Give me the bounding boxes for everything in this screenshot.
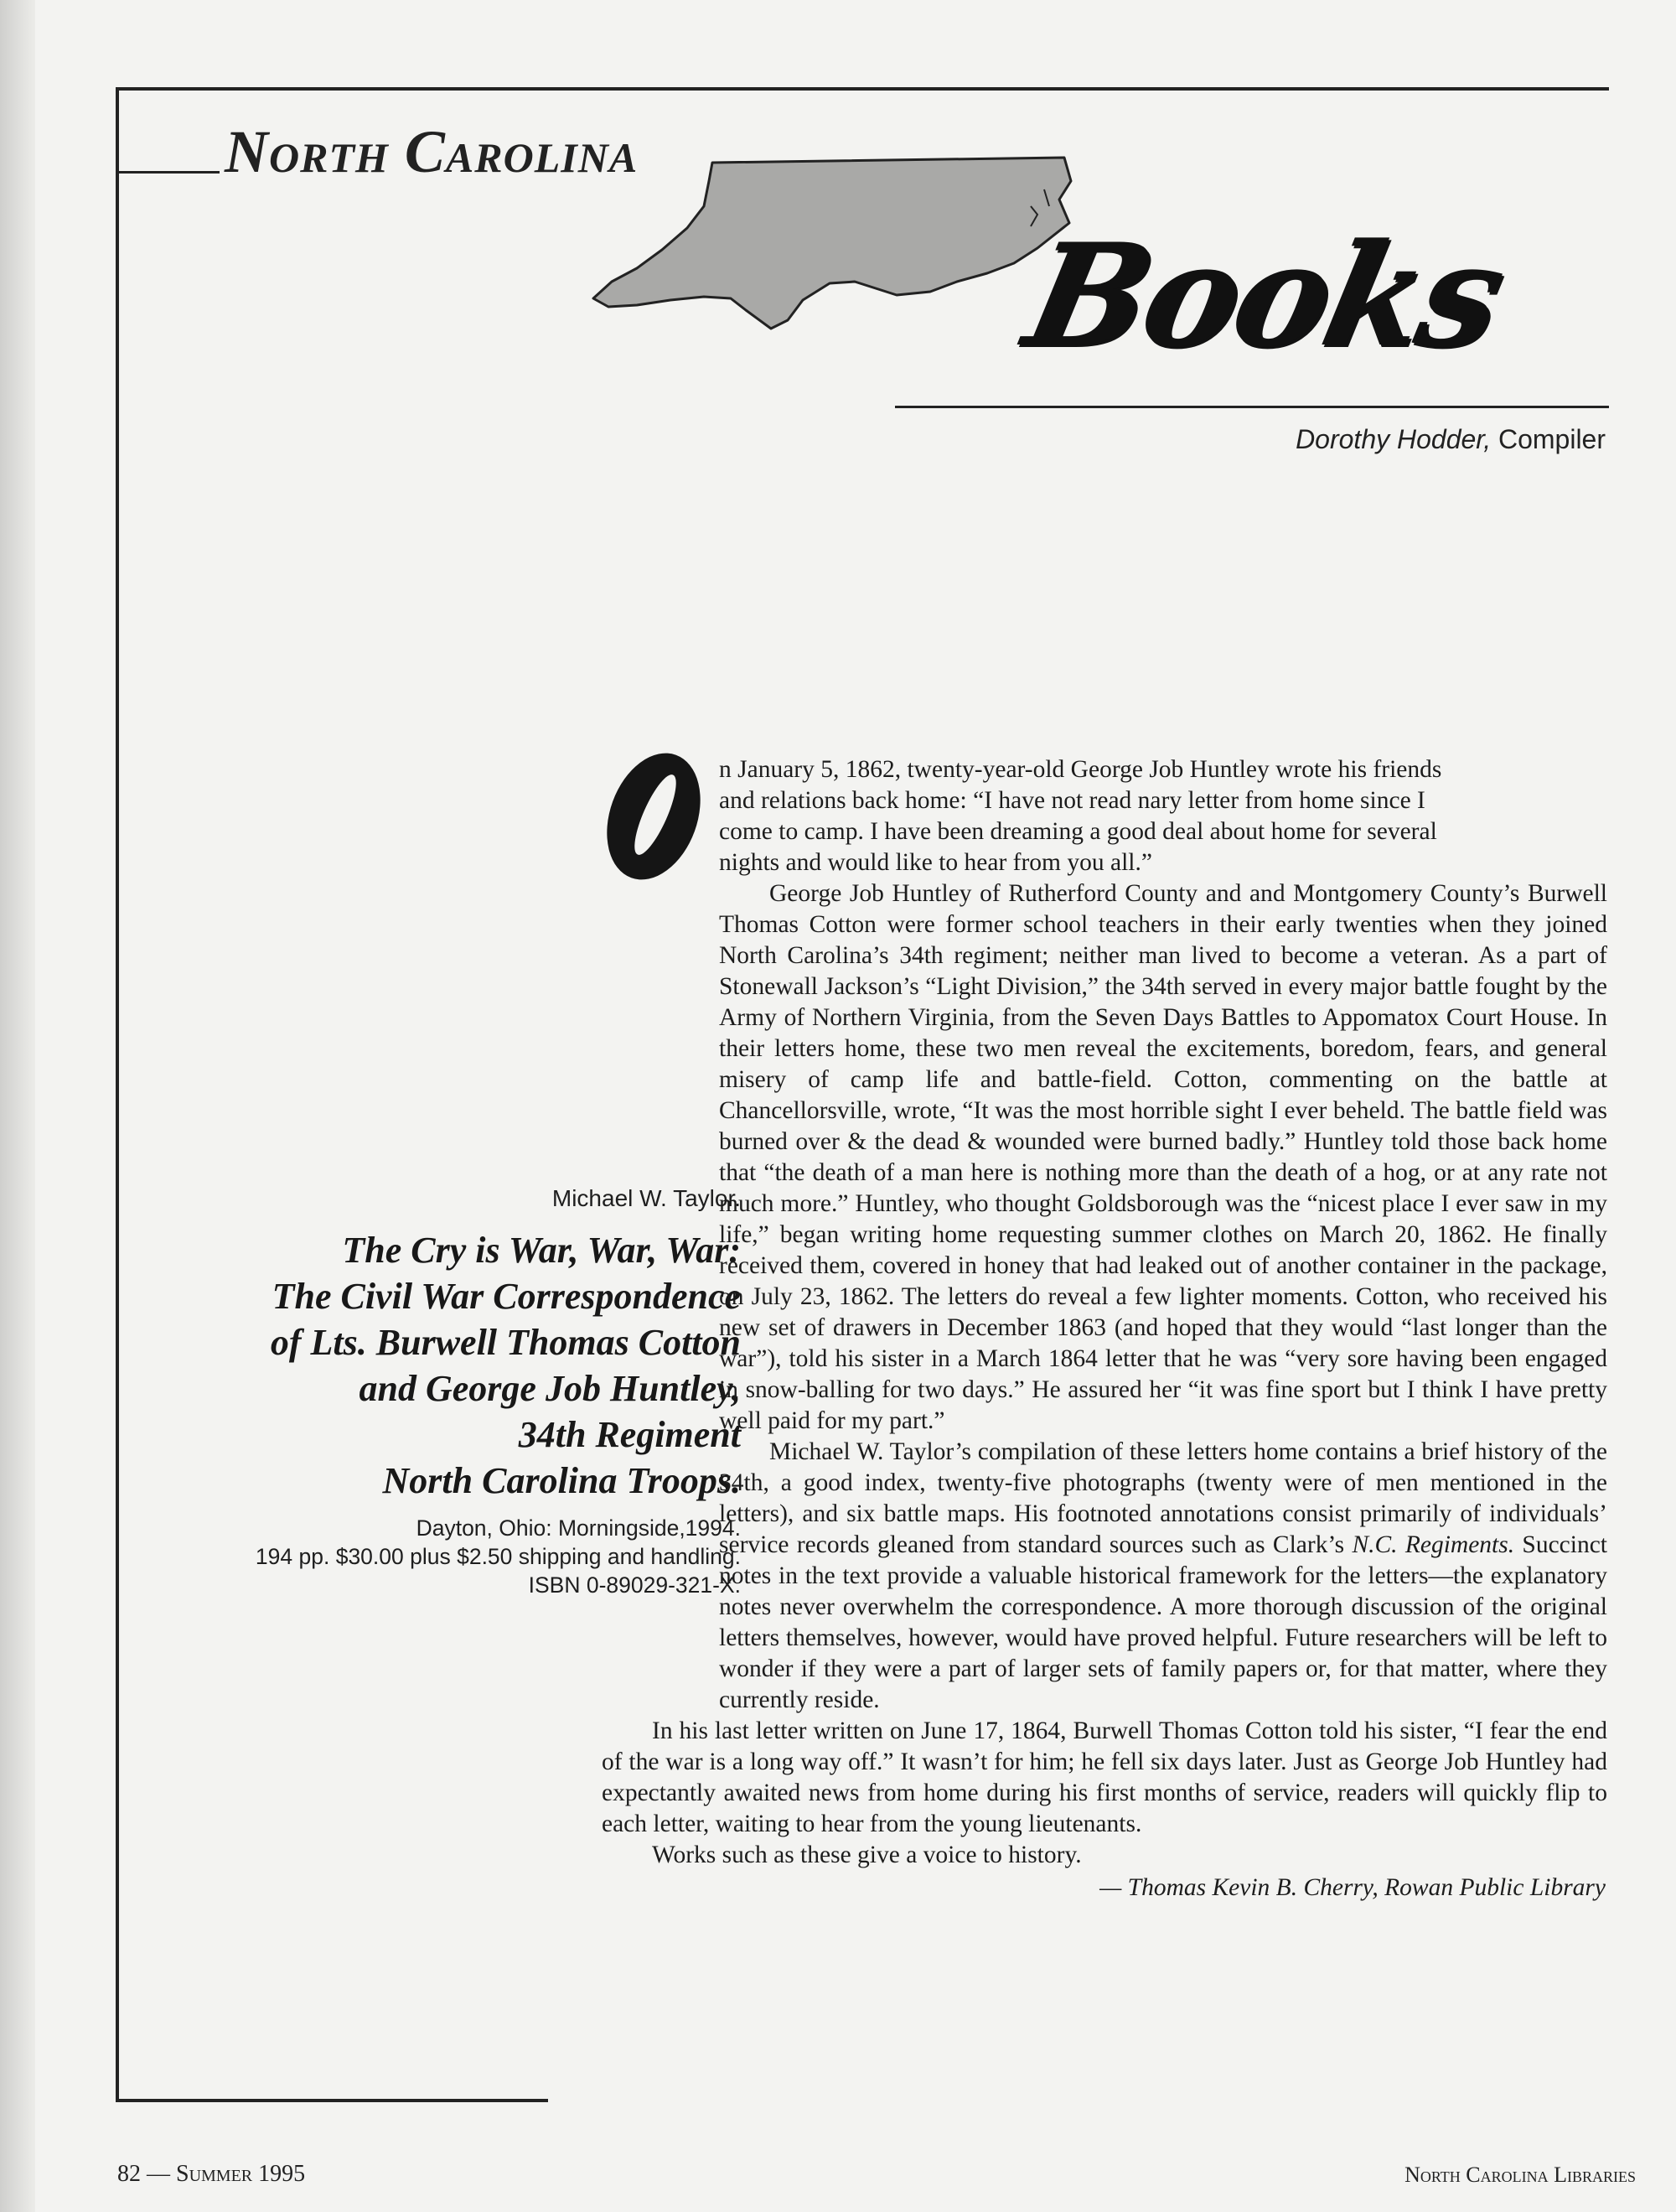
opening-line: and relations back home: “I have not read nary letter from home since I: [719, 787, 1425, 814]
opening-line: come to camp. I have been dreaming a good deal about home for several: [719, 818, 1437, 845]
compiler-credit: [1103, 424, 1606, 455]
section-title: North Carolina: [225, 118, 639, 185]
citation-title-line: North Carolina Troops.: [382, 1460, 741, 1501]
review-paragraph-3: [602, 1437, 1607, 1716]
drop-cap-letter: O: [588, 744, 589, 745]
review-signature: — Thomas Kevin B. Cherry, Rowan Public Library: [1099, 1874, 1606, 1901]
citation-author: Michael W. Taylor.: [551, 1185, 741, 1211]
citation-title-line: The Civil War Correspondence: [272, 1276, 741, 1317]
opening-line: nights and would like to hear from you all.”: [719, 849, 1152, 876]
citation-title-line: of Lts. Burwell Thomas Cotton: [270, 1322, 741, 1363]
review-body: [602, 754, 1607, 1904]
page-number: 82: [117, 2161, 141, 2187]
bottom-border-rule: [116, 2099, 548, 2102]
review-paragraph-3-text-continued: Succinct notes in the text provide a valuable historical framework for the letters—the explanatory notes never overwhelm the correspondence. A more thorough discussion of the original letters themselves, however, would have proved helpful. Future researchers will be left to wonder if they were a part of larger sets of family papers or, for that matter, where they currently reside.: [719, 1531, 1608, 1713]
citation-title-line: The Cry is War, War, War:: [342, 1230, 741, 1271]
review-paragraph-2: George Job Huntley of Rutherford County and and Montgomery County’s Burwell Thomas Cotton were former school teachers in their early twenties when they joined North Carolina’s 34th regiment; neither man lived to become a veteran. As a part of Stonewall Jackson’s “Light Division,” the 34th served in every major battle fought by the Army of Northern Virginia, from the Seven Days Battles to Appomatox Court House. In their letters home, these two men reveal the excitements, boredom, fears, and general misery of camp life and battle-field. Cotton, commenting on the battle at Chancellorsville, wrote, “It was the most horrible sight I ever beheld. The battle field was burned over & the dead & wounded were burned badly.” Huntley told those back home that “the death of a man here is nothing more than the death of a hog, or at any rate not much more.” Huntley, who thought Goldsborough was the “nicest place I ever saw in my life,” began writing home requesting summer clothes on March 20, 1862. He finally received them, covered in honey that had leaked out of another container in the package, on July 23, 1862. The letters do reveal a few lighter moments. Cotton, who received his new set of drawers in December 1863 (and hoped that they would “last longer than the war”), told his sister in a March 1864 letter that he was “very sore having been engaged in snow-balling for two days.” He assured her “it was fine sport but I think I have pretty well paid for my part.”: [719, 880, 1607, 1434]
left-border-rule: [116, 87, 119, 2102]
books-heading: Books: [1012, 212, 1516, 378]
page-gutter-shadow: [0, 0, 35, 2212]
journal-name: North Carolina Libraries: [1404, 2163, 1636, 2187]
citation-publisher: Dayton, Ohio: Morningside,1994.: [416, 1515, 741, 1541]
title-lead-rule: [119, 171, 220, 174]
review-paragraph-4: In his last letter written on June 17, 1864, Burwell Thomas Cotton told his sister, “I fear the end of the war is a long way off.” It wasn’t for him; he fell six days later. Just as George Job Huntley had expectantly awaited news from home during his first months of service, readers will quickly flip to each letter, waiting to hear from the young lieutenants.: [602, 1717, 1607, 1837]
review-paragraph-5: Works such as these give a voice to history.: [652, 1842, 1082, 1868]
opening-line: n January 5, 1862, twenty-year-old George Job Huntley wrote his friends: [719, 756, 1442, 783]
compiler-name: Dorothy Hodder,: [1296, 424, 1492, 454]
footer-page-info: [117, 2161, 305, 2188]
top-border-rule: [117, 87, 1609, 91]
citation-isbn: ISBN 0-89029-321-X.: [528, 1572, 741, 1598]
citation-title-line: 34th Regiment: [518, 1414, 741, 1455]
citation-title-line: and George Job Huntley,: [359, 1368, 741, 1409]
citation-price: 194 pp. $30.00 plus $2.50 shipping and handling.: [255, 1544, 741, 1569]
north-carolina-map-icon: [578, 156, 1081, 332]
compiler-role: Compiler: [1498, 424, 1606, 454]
books-underline-rule: [895, 406, 1609, 408]
issue-label: Summer 1995: [176, 2161, 306, 2187]
footer-separator: —: [147, 2161, 170, 2187]
review-paragraph-opening: [602, 754, 1607, 878]
review-paragraph-2-lead: [602, 878, 1607, 1437]
regiments-title: N.C. Regiments.: [1352, 1531, 1515, 1558]
review-paragraph-3-text: Michael W. Taylor’s compilation of these letters home contains a brief history of the 34th, a good index, twenty-five photographs (twenty were of men mentioned in the letters), and six battle maps. His footnoted annotations consist primarily of individuals’ service records gleaned from standard sources such as Clark’s: [719, 1438, 1607, 1558]
